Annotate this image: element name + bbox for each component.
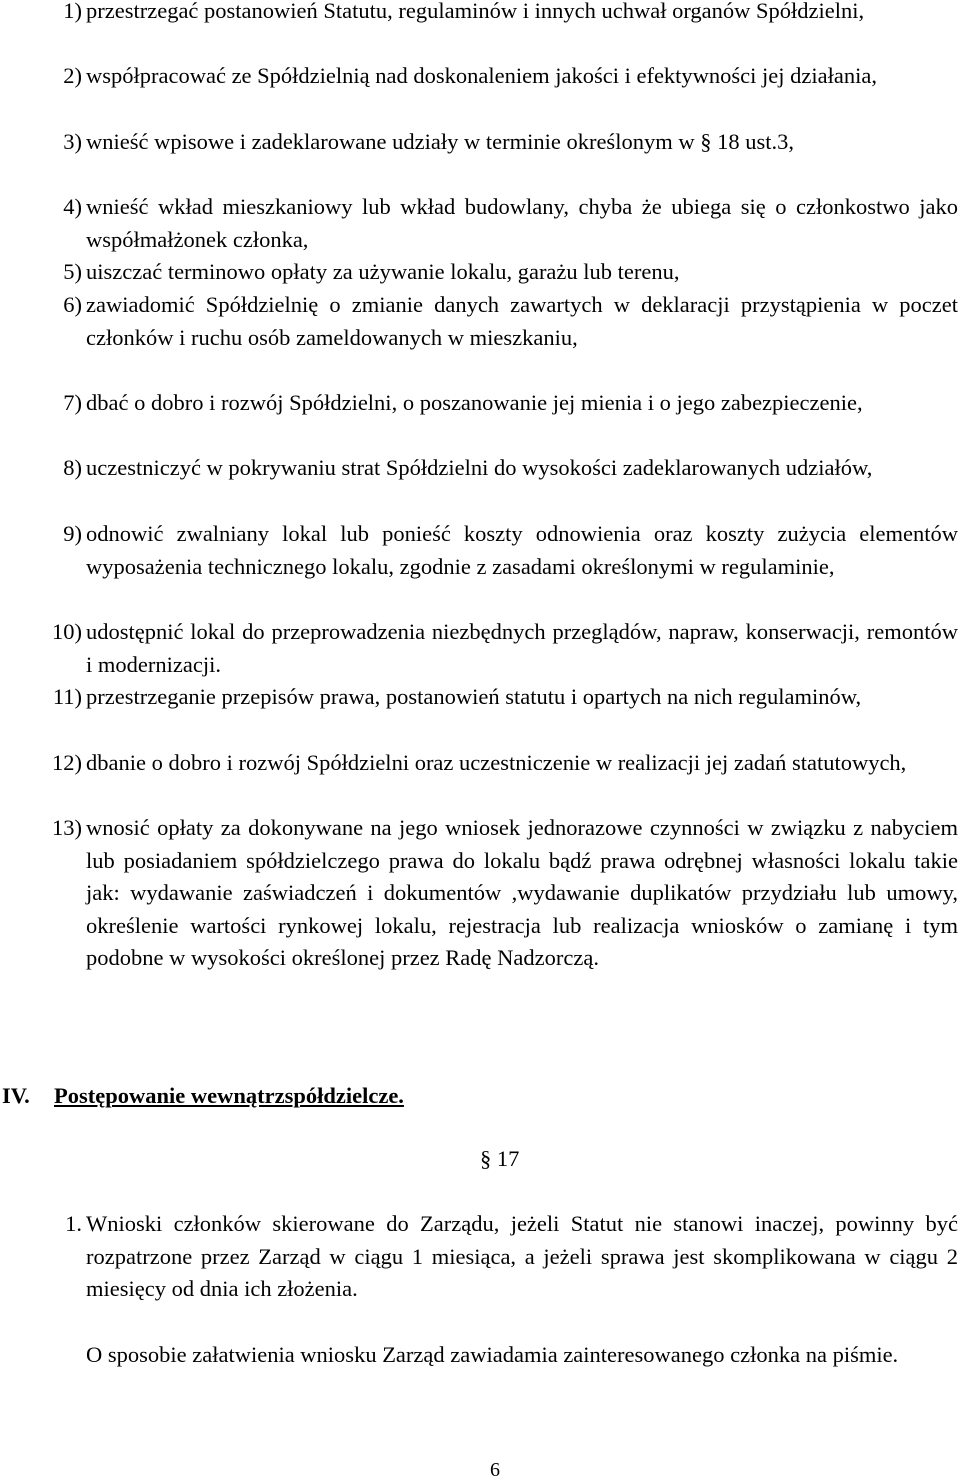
page-number: 6 [490, 1459, 500, 1481]
list-item-number: 12) [52, 750, 82, 775]
point-number: 1. [65, 1211, 82, 1236]
list-item-text: współpracować ze Spółdzielnią nad doskonaleniem jakości i efektywności jej działania, [86, 63, 877, 88]
list-item-number: 9) [63, 521, 82, 546]
list-item [0, 681, 958, 714]
list-item [0, 616, 958, 681]
list-item-text: odnowić zwalniany lokal lub ponieść koszty odnowienia oraz koszty zużycia elementów wyposażenia technicznego lokalu, zgodnie z zasadami określonymi w regulaminie, [86, 521, 958, 579]
list-item-number: 3) [63, 129, 82, 154]
list-item [0, 387, 958, 420]
section-title: Postępowanie wewnątrzspółdzielcze. [54, 1083, 404, 1108]
list-item-number: 1) [63, 0, 82, 23]
list-item-text: przestrzeganie przepisów prawa, postanowień statutu i opartych na nich regulaminów, [86, 684, 862, 709]
numbered-point [0, 1208, 958, 1306]
list-item-text: zawiadomić Spółdzielnię o zmianie danych zawartych w deklaracji przystąpienia w poczet członków i ruchu osób zameldowanych w mieszkaniu, [86, 292, 958, 350]
list-item-text: wnieść wpisowe i zadeklarowane udziały w terminie określonym w § 18 ust.3, [86, 129, 794, 154]
list-item [0, 0, 958, 28]
list-item-number: 6) [63, 292, 82, 317]
list-item-number: 5) [63, 259, 82, 284]
list-item-number: 7) [63, 390, 82, 415]
section-number: IV. [2, 1083, 30, 1108]
list-item [0, 452, 958, 485]
list-item-text: dbanie o dobro i rozwój Spółdzielni oraz uczestniczenie w realizacji jej zadań statutowych, [86, 750, 907, 775]
list-item [0, 812, 958, 975]
list-item [0, 289, 958, 354]
list-item-text: uiszczać terminowo opłaty za używanie lokalu, garażu lub terenu, [86, 259, 680, 284]
note-paragraph [0, 1339, 958, 1372]
list-item-text: przestrzegać postanowień Statutu, regulaminów i innych uchwał organów Spółdzielni, [86, 0, 865, 23]
paragraph-title: § 17 [480, 1146, 520, 1171]
point-text: Wnioski członków skierowane do Zarządu, jeżeli Statut nie stanowi inaczej, powinny być rozpatrzone przez Zarząd w ciągu 1 miesiąca, a jeżeli sprawa jest skomplikowana w ciągu 2 miesięcy od dnia ich złożenia. [86, 1211, 958, 1302]
list-item-number: 2) [63, 63, 82, 88]
list-item-number: 10) [52, 619, 82, 644]
list-item-number: 4) [63, 194, 82, 219]
list-item-text: udostępnić lokal do przeprowadzenia niezbędnych przeglądów, napraw, konserwacji, remontów i modernizacji. [86, 619, 958, 677]
list-item [0, 126, 958, 159]
list-item [0, 518, 958, 583]
note-text: O sposobie załatwienia wniosku Zarząd zawiadamia zainteresowanego członka na piśmie. [86, 1342, 899, 1367]
list-item [0, 256, 958, 289]
list-item [0, 191, 958, 256]
section-heading [2, 1080, 404, 1112]
list-item-text: dbać o dobro i rozwój Spółdzielni, o poszanowanie jej mienia i o jego zabezpieczenie, [86, 390, 863, 415]
list-item-text: wnieść wkład mieszkaniowy lub wkład budowlany, chyba że ubiega się o członkostwo jako współmałżonek członka, [86, 194, 958, 252]
list-item-text: wnosić opłaty za dokonywane na jego wniosek jednorazowe czynności w związku z nabyciem lub posiadaniem spółdzielczego prawa do lokalu bądź prawa odrębnej własności lokalu takie jak: wydawanie zaświadczeń i dokumentów ,wydawanie duplikatów przydziału lub umowy, określenie wartości rynkowej lokalu, rejestracja lub realizacja wniosków o zamianę i tym podobne w wysokości określonej przez Radę Nadzorczą. [86, 815, 958, 971]
list-item-number: 11) [52, 684, 82, 709]
list-item [0, 747, 958, 780]
list-item-text: uczestniczyć w pokrywaniu strat Spółdzielni do wysokości zadeklarowanych udziałów, [86, 455, 873, 480]
list-item-number: 8) [63, 455, 82, 480]
list-item [0, 60, 958, 93]
list-item-number: 13) [52, 815, 82, 840]
